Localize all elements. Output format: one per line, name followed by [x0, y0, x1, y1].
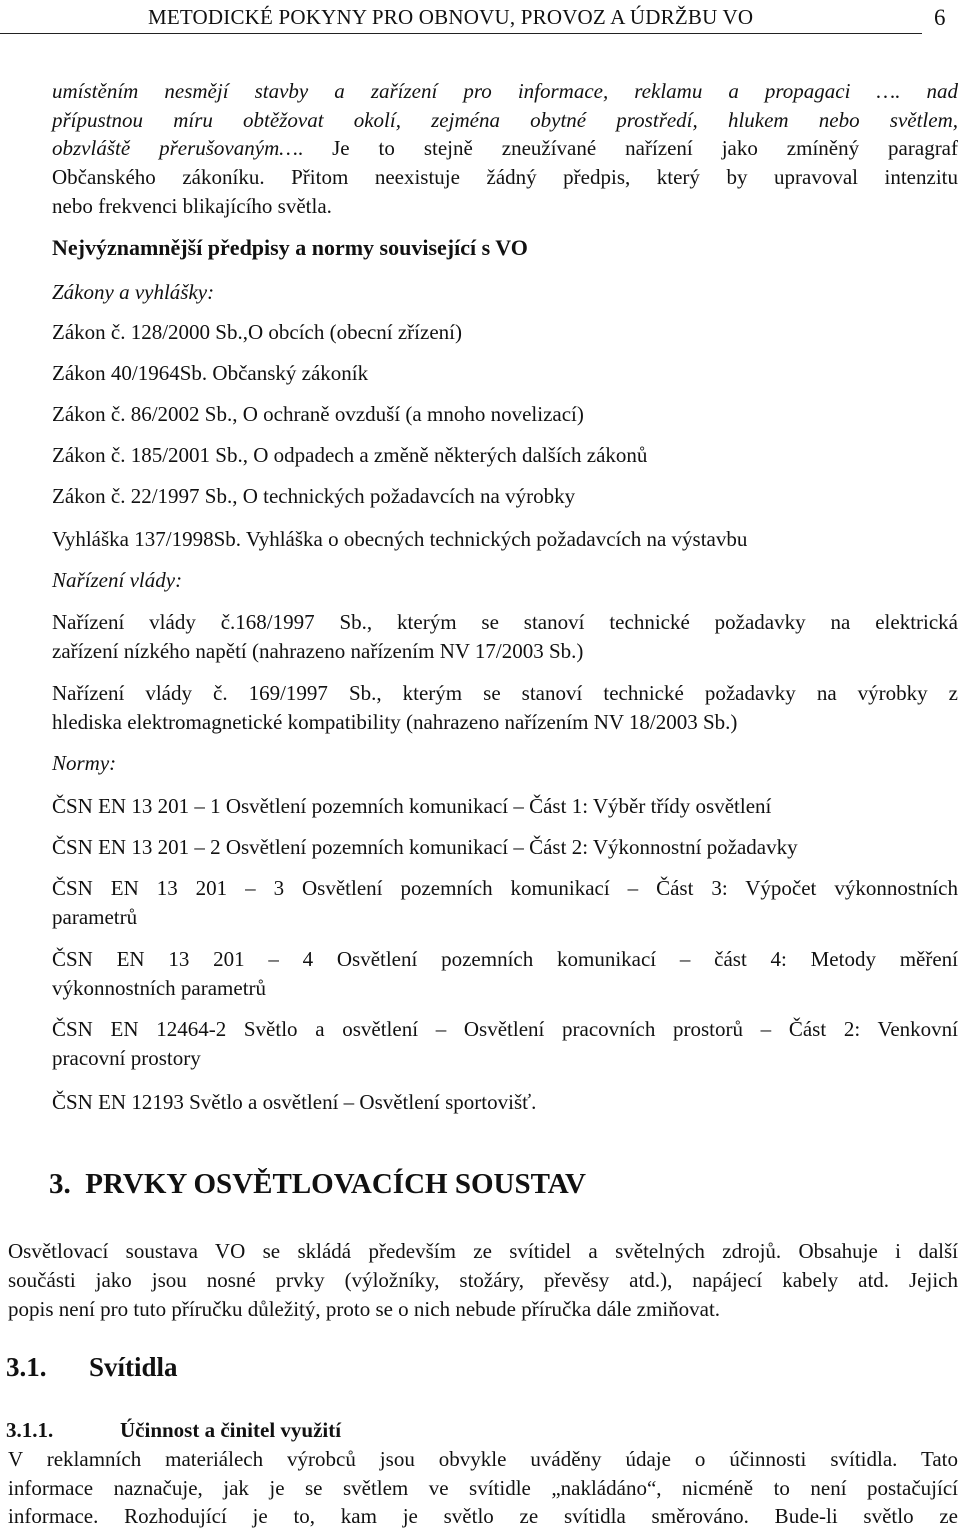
- gov-item-line: zařízení nízkého napětí (nahrazeno nařízením NV 17/2003 Sb.): [52, 639, 584, 663]
- law-item: Zákon č. 185/2001 Sb., O odpadech a změně některých dalších zákonů: [52, 443, 648, 467]
- section-3-1-number: 3.1.: [6, 1352, 47, 1382]
- section-3-line: Osvětlovací soustava VO se skládá především ze svítidel a světelných zdrojů. Obsahuje i další: [8, 1239, 958, 1263]
- norm-item-line: ČSN EN 13 201 – 3 Osvětlení pozemních komunikací – Část 3: Výpočet výkonnostních: [52, 876, 958, 900]
- norm-item-line: ČSN EN 13 201 – 4 Osvětlení pozemních komunikací – část 4: Metody měření: [52, 947, 958, 971]
- section-3-1-title: Svítidla: [89, 1352, 178, 1382]
- gov-item-line: Nařízení vlády č.168/1997 Sb., kterým se stanoví technické požadavky na elektrická: [52, 610, 958, 634]
- intro-fragment: . Je to stejně zneužívané nařízení jako zmíněný paragraf: [297, 136, 958, 160]
- norm-item-line: ČSN EN 13 201 – 2 Osvětlení pozemních komunikací – Část 2: Výkonnostní požadavky: [52, 835, 798, 859]
- section-3-1-1-line: informace. Rozhodující je to, kam je světlo ze svítidla směrováno. Bude-li světlo ze: [8, 1504, 958, 1528]
- norm-item-line: ČSN EN 12193 Světlo a osvětlení – Osvětlení sportovišť.: [52, 1090, 537, 1114]
- law-item: Zákon č. 86/2002 Sb., O ochraně ovzduší (a mnoho novelizací): [52, 402, 584, 426]
- section-3-line: popis není pro tuto příručku důležitý, proto se o nich nebude příručka dále zmiňovat.: [8, 1297, 721, 1321]
- page-number: 6: [934, 5, 946, 30]
- laws-label: Zákony a vyhlášky:: [52, 280, 215, 304]
- regulations-heading: Nejvýznamnější předpisy a normy související s VO: [52, 235, 528, 260]
- intro-line: [52, 134, 958, 163]
- norm-item-line: pracovní prostory: [52, 1046, 201, 1070]
- intro-line: nebo frekvenci blikajícího světla.: [52, 194, 332, 218]
- gov-item-line: Nařízení vlády č. 169/1997 Sb., kterým se stanoví technické požadavky na výrobky z: [52, 681, 958, 705]
- norm-item-line: ČSN EN 13 201 – 1 Osvětlení pozemních komunikací – Část 1: Výběr třídy osvětlení: [52, 794, 772, 818]
- section-3-1-1-number: 3.1.1.: [6, 1418, 54, 1442]
- intro-italic-fragment: obzvláště přerušovaným…: [52, 136, 298, 160]
- norm-item-line: parametrů: [52, 905, 138, 929]
- law-item: Vyhláška 137/1998Sb. Vyhláška o obecných technických požadavcích na výstavbu: [52, 527, 748, 551]
- intro-line: umístěním nesmějí stavby a zařízení pro informace, reklamu a propagaci …. nad: [52, 79, 958, 103]
- page-header: [0, 0, 960, 40]
- header-title: METODICKÉ POKYNY PRO OBNOVU, PROVOZ A ÚDRŽBU VO: [148, 5, 754, 29]
- intro-line: přípustnou míru obtěžovat okolí, zejména obytné prostředí, hlukem nebo světlem,: [52, 108, 958, 132]
- header-divider: [0, 33, 922, 34]
- norms-label: Normy:: [52, 751, 117, 775]
- law-item: Zákon č. 22/1997 Sb., O technických požadavcích na výrobky: [52, 484, 576, 508]
- section-3-heading: 3. PRVKY OSVĚTLOVACÍCH SOUSTAV: [49, 1168, 586, 1200]
- law-item: Zákon 40/1964Sb. Občanský zákoník: [52, 361, 369, 385]
- section-3-line: součásti jako jsou nosné prvky (výložníky, stožáry, převěsy atd.), napájecí kabely atd. Jejich: [8, 1268, 958, 1292]
- norm-item-line: výkonnostních parametrů: [52, 976, 267, 1000]
- section-3-1-1-line: V reklamních materiálech výrobců jsou obvykle uváděny údaje o účinnosti svítidla. Tato: [8, 1447, 958, 1471]
- section-3-1-1-title: Účinnost a činitel využití: [120, 1418, 342, 1442]
- gov-item-line: hlediska elektromagnetické kompatibility (nahrazeno nařízením NV 18/2003 Sb.): [52, 710, 738, 734]
- intro-line: Občanského zákoníku. Přitom neexistuje žádný předpis, který by upravoval intenzitu: [52, 165, 958, 189]
- law-item: Zákon č. 128/2000 Sb.,O obcích (obecní zřízení): [52, 320, 462, 344]
- gov-label: Nařízení vlády:: [52, 568, 183, 592]
- section-3-1-1-line: informace naznačuje, jak je se světlem ve svítidle „nakládáno“, nicméně to není postačující: [8, 1476, 958, 1500]
- norm-item-line: ČSN EN 12464-2 Světlo a osvětlení – Osvětlení pracovních prostorů – Část 2: Venkovní: [52, 1017, 958, 1041]
